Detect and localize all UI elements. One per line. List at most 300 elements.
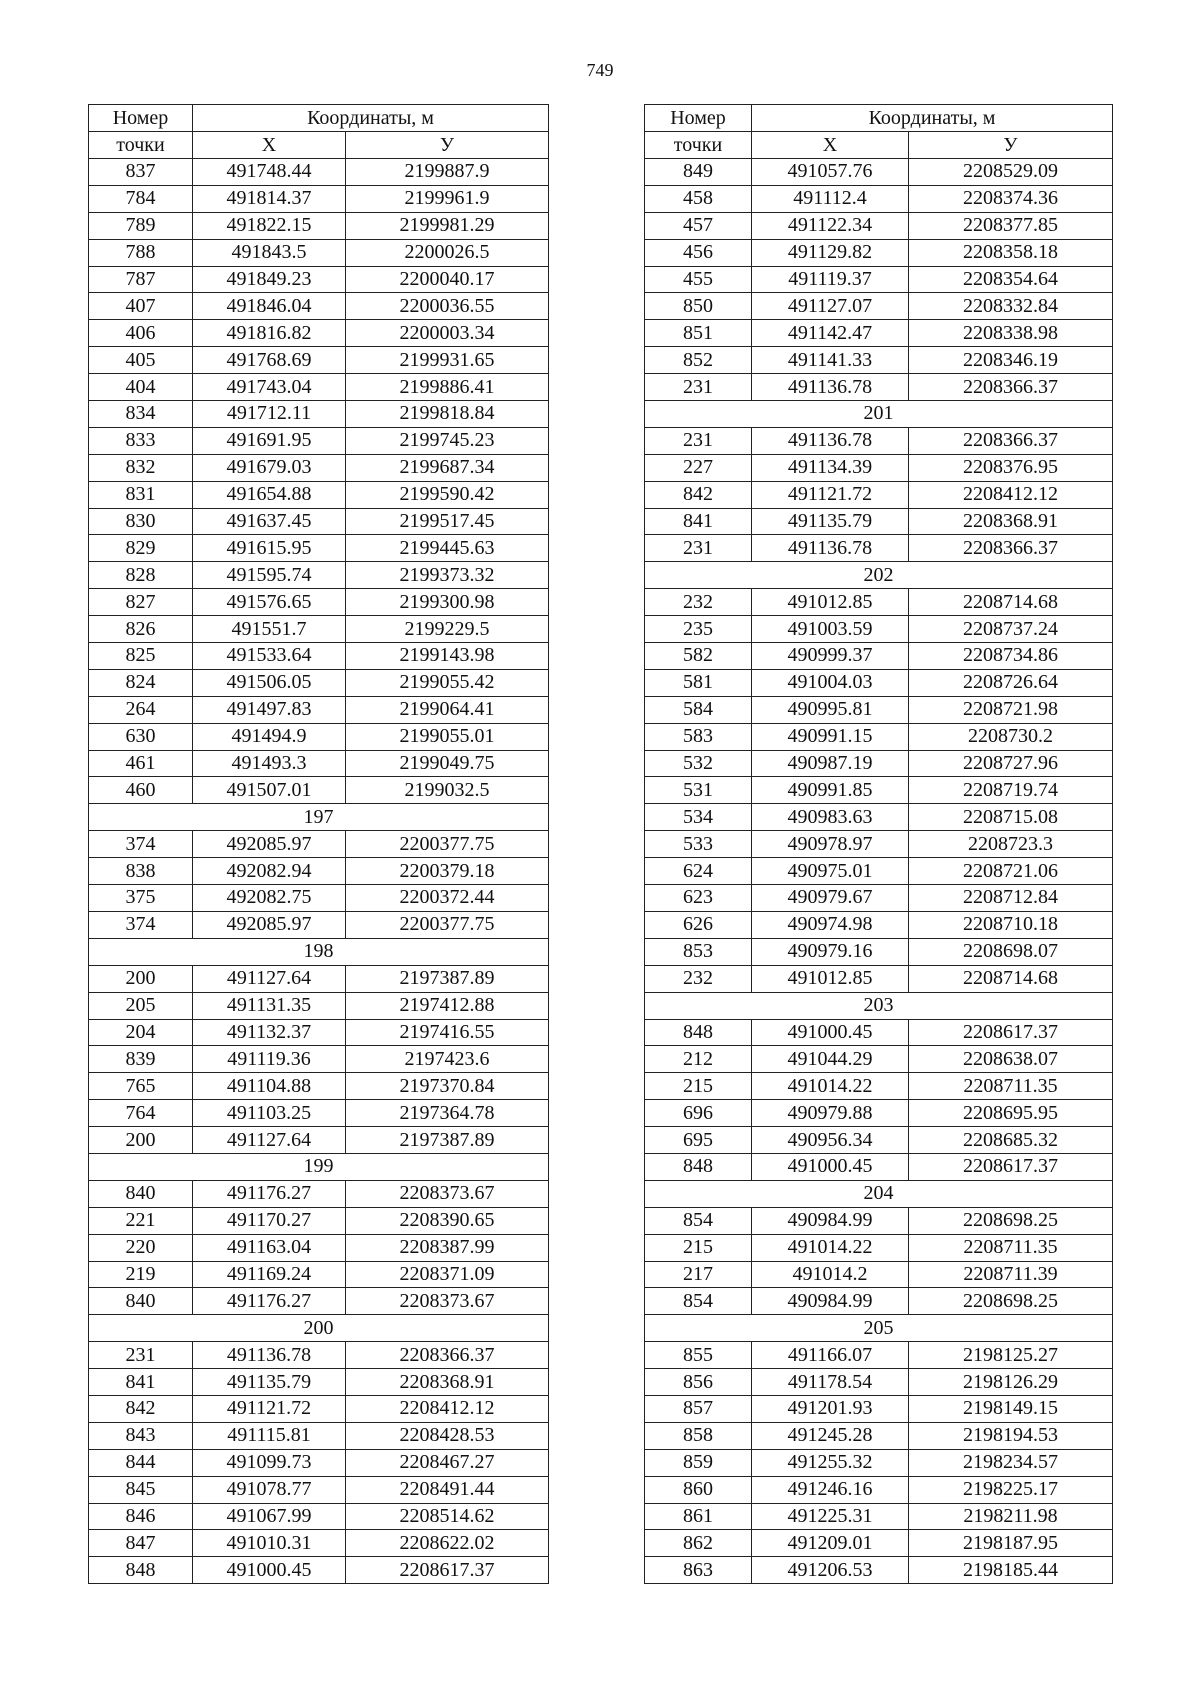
y-coordinate-cell: 2208371.09 bbox=[346, 1261, 549, 1288]
section-number: 197 bbox=[89, 804, 549, 831]
y-coordinate-cell: 2199300.98 bbox=[346, 589, 549, 616]
section-header-row bbox=[645, 562, 1113, 589]
table-row bbox=[645, 723, 1113, 750]
y-coordinate-cell: 2208428.53 bbox=[346, 1422, 549, 1449]
point-number-cell: 582 bbox=[645, 643, 752, 670]
point-number-cell: 853 bbox=[645, 938, 752, 965]
point-number-cell: 406 bbox=[89, 320, 193, 347]
x-coordinate-cell: 490983.63 bbox=[752, 804, 909, 831]
y-coordinate-cell: 2198225.17 bbox=[909, 1476, 1113, 1503]
point-number-cell: 231 bbox=[645, 535, 752, 562]
y-coordinate-cell: 2199055.01 bbox=[346, 723, 549, 750]
point-number-cell: 630 bbox=[89, 723, 193, 750]
x-coordinate-cell: 491255.32 bbox=[752, 1449, 909, 1476]
table-row bbox=[89, 1530, 549, 1557]
table-row bbox=[645, 1127, 1113, 1154]
point-number-cell: 837 bbox=[89, 159, 193, 186]
point-number-cell: 830 bbox=[89, 508, 193, 535]
x-coordinate-cell: 491576.65 bbox=[193, 589, 346, 616]
table-row bbox=[89, 562, 549, 589]
y-coordinate-cell: 2198126.29 bbox=[909, 1369, 1113, 1396]
table-row bbox=[89, 965, 549, 992]
section-header-row bbox=[89, 1153, 549, 1180]
point-number-cell: 534 bbox=[645, 804, 752, 831]
x-coordinate-cell: 491768.69 bbox=[193, 347, 346, 374]
x-coordinate-cell: 491170.27 bbox=[193, 1207, 346, 1234]
point-number-header: Номер bbox=[645, 105, 752, 132]
x-coordinate-cell: 491132.37 bbox=[193, 1019, 346, 1046]
section-number: 204 bbox=[645, 1180, 1113, 1207]
x-coordinate-cell: 491748.44 bbox=[193, 159, 346, 186]
table-row bbox=[89, 1127, 549, 1154]
table-row bbox=[89, 508, 549, 535]
x-coordinate-cell: 491010.31 bbox=[193, 1530, 346, 1557]
x-coordinate-cell: 491206.53 bbox=[752, 1557, 909, 1584]
y-coordinate-cell: 2208338.98 bbox=[909, 320, 1113, 347]
point-number-cell: 461 bbox=[89, 750, 193, 777]
table-row bbox=[645, 239, 1113, 266]
point-number-cell: 834 bbox=[89, 401, 193, 428]
x-coordinate-cell: 491012.85 bbox=[752, 965, 909, 992]
point-number-cell: 231 bbox=[645, 427, 752, 454]
point-number-cell: 784 bbox=[89, 185, 193, 212]
table-row bbox=[89, 212, 549, 239]
x-coordinate-cell: 492085.97 bbox=[193, 831, 346, 858]
table-row bbox=[89, 481, 549, 508]
x-coordinate-cell: 491119.37 bbox=[752, 266, 909, 293]
section-number: 202 bbox=[645, 562, 1113, 589]
point-number-cell: 843 bbox=[89, 1422, 193, 1449]
table-row bbox=[89, 374, 549, 401]
y-coordinate-cell: 2208368.91 bbox=[909, 508, 1113, 535]
x-coordinate-cell: 491849.23 bbox=[193, 266, 346, 293]
point-number-cell: 217 bbox=[645, 1261, 752, 1288]
y-coordinate-cell: 2208698.25 bbox=[909, 1207, 1113, 1234]
y-coordinate-cell: 2197387.89 bbox=[346, 1127, 549, 1154]
y-coordinate-cell: 2198234.57 bbox=[909, 1449, 1113, 1476]
x-coordinate-cell: 491129.82 bbox=[752, 239, 909, 266]
x-coordinate-cell: 491176.27 bbox=[193, 1180, 346, 1207]
point-number-cell: 200 bbox=[89, 1127, 193, 1154]
point-number-cell: 624 bbox=[645, 858, 752, 885]
y-coordinate-cell: 2208368.91 bbox=[346, 1369, 549, 1396]
x-coordinate-cell: 491136.78 bbox=[752, 427, 909, 454]
y-coordinate-cell: 2198185.44 bbox=[909, 1557, 1113, 1584]
point-number-cell: 232 bbox=[645, 589, 752, 616]
x-coordinate-cell: 491507.01 bbox=[193, 777, 346, 804]
y-coordinate-cell: 2197412.88 bbox=[346, 992, 549, 1019]
table-row bbox=[89, 1288, 549, 1315]
x-coordinate-cell: 491846.04 bbox=[193, 293, 346, 320]
x-coordinate-cell: 491121.72 bbox=[752, 481, 909, 508]
point-number-cell: 826 bbox=[89, 616, 193, 643]
table-row bbox=[645, 938, 1113, 965]
table-row bbox=[89, 911, 549, 938]
table-row bbox=[645, 212, 1113, 239]
point-number-cell: 842 bbox=[89, 1395, 193, 1422]
y-coordinate-cell: 2208715.08 bbox=[909, 804, 1113, 831]
table-row bbox=[645, 1288, 1113, 1315]
x-coordinate-cell: 491119.36 bbox=[193, 1046, 346, 1073]
coordinates-table-left bbox=[88, 104, 549, 1584]
x-coordinate-cell: 491816.82 bbox=[193, 320, 346, 347]
y-coordinate-cell: 2208346.19 bbox=[909, 347, 1113, 374]
x-coordinate-cell: 491497.83 bbox=[193, 696, 346, 723]
table-row bbox=[645, 1019, 1113, 1046]
y-coordinate-cell: 2208726.64 bbox=[909, 669, 1113, 696]
x-coordinate-cell: 491003.59 bbox=[752, 616, 909, 643]
y-coordinate-cell: 2199687.34 bbox=[346, 454, 549, 481]
y-coordinate-cell: 2208737.24 bbox=[909, 616, 1113, 643]
x-coordinate-cell: 491112.4 bbox=[752, 185, 909, 212]
x-column-header: Х bbox=[193, 132, 346, 159]
table-row bbox=[89, 347, 549, 374]
point-number-cell: 696 bbox=[645, 1100, 752, 1127]
point-number-cell: 858 bbox=[645, 1422, 752, 1449]
x-coordinate-cell: 490978.97 bbox=[752, 831, 909, 858]
y-coordinate-cell: 2208366.37 bbox=[346, 1342, 549, 1369]
x-coordinate-cell: 491494.9 bbox=[193, 723, 346, 750]
x-coordinate-cell: 491201.93 bbox=[752, 1395, 909, 1422]
y-coordinate-cell: 2199931.65 bbox=[346, 347, 549, 374]
section-header-row bbox=[645, 1315, 1113, 1342]
table-row bbox=[89, 320, 549, 347]
y-coordinate-cell: 2199981.29 bbox=[346, 212, 549, 239]
table-row bbox=[645, 750, 1113, 777]
x-coordinate-cell: 490979.67 bbox=[752, 885, 909, 912]
point-number-cell: 848 bbox=[645, 1019, 752, 1046]
point-number-cell: 848 bbox=[645, 1153, 752, 1180]
table-row bbox=[89, 535, 549, 562]
y-coordinate-cell: 2208529.09 bbox=[909, 159, 1113, 186]
y-coordinate-cell: 2199049.75 bbox=[346, 750, 549, 777]
table-row bbox=[645, 320, 1113, 347]
y-coordinate-cell: 2199887.9 bbox=[346, 159, 549, 186]
table-row bbox=[89, 589, 549, 616]
table-row bbox=[89, 1449, 549, 1476]
section-number: 203 bbox=[645, 992, 1113, 1019]
x-coordinate-cell: 490991.85 bbox=[752, 777, 909, 804]
point-number-cell: 532 bbox=[645, 750, 752, 777]
y-coordinate-cell: 2208332.84 bbox=[909, 293, 1113, 320]
table-row bbox=[645, 1557, 1113, 1584]
x-coordinate-cell: 491166.07 bbox=[752, 1342, 909, 1369]
x-coordinate-cell: 491067.99 bbox=[193, 1503, 346, 1530]
table-row bbox=[645, 1395, 1113, 1422]
point-number-cell: 849 bbox=[645, 159, 752, 186]
x-coordinate-cell: 491014.2 bbox=[752, 1261, 909, 1288]
x-coordinate-cell: 491000.45 bbox=[752, 1153, 909, 1180]
y-coordinate-cell: 2208698.07 bbox=[909, 938, 1113, 965]
y-coordinate-cell: 2208714.68 bbox=[909, 965, 1113, 992]
point-number-cell: 862 bbox=[645, 1530, 752, 1557]
table-row bbox=[645, 1073, 1113, 1100]
point-number-cell: 764 bbox=[89, 1100, 193, 1127]
table-row bbox=[89, 1503, 549, 1530]
table-row bbox=[645, 266, 1113, 293]
y-coordinate-cell: 2208719.74 bbox=[909, 777, 1113, 804]
table-row bbox=[645, 427, 1113, 454]
point-number-cell: 824 bbox=[89, 669, 193, 696]
table-row bbox=[645, 804, 1113, 831]
point-number-cell: 219 bbox=[89, 1261, 193, 1288]
y-coordinate-cell: 2208638.07 bbox=[909, 1046, 1113, 1073]
x-coordinate-cell: 491044.29 bbox=[752, 1046, 909, 1073]
y-coordinate-cell: 2197370.84 bbox=[346, 1073, 549, 1100]
y-coordinate-cell: 2208366.37 bbox=[909, 427, 1113, 454]
y-coordinate-cell: 2200372.44 bbox=[346, 885, 549, 912]
y-coordinate-cell: 2208354.64 bbox=[909, 266, 1113, 293]
table-row bbox=[645, 1234, 1113, 1261]
point-number-cell: 374 bbox=[89, 911, 193, 938]
x-coordinate-cell: 490991.15 bbox=[752, 723, 909, 750]
point-number-cell: 227 bbox=[645, 454, 752, 481]
table-row bbox=[645, 1422, 1113, 1449]
y-coordinate-cell: 2208711.39 bbox=[909, 1261, 1113, 1288]
table-row bbox=[645, 911, 1113, 938]
y-coordinate-cell: 2200377.75 bbox=[346, 911, 549, 938]
x-coordinate-cell: 492085.97 bbox=[193, 911, 346, 938]
x-coordinate-cell: 491176.27 bbox=[193, 1288, 346, 1315]
y-coordinate-cell: 2199143.98 bbox=[346, 643, 549, 670]
table-row bbox=[89, 831, 549, 858]
y-coordinate-cell: 2208412.12 bbox=[346, 1395, 549, 1422]
y-coordinate-cell: 2208721.06 bbox=[909, 858, 1113, 885]
y-coordinate-cell: 2208723.3 bbox=[909, 831, 1113, 858]
table-row bbox=[645, 1476, 1113, 1503]
x-coordinate-cell: 492082.75 bbox=[193, 885, 346, 912]
y-coordinate-cell: 2200379.18 bbox=[346, 858, 549, 885]
table-row bbox=[89, 616, 549, 643]
table-row bbox=[645, 1449, 1113, 1476]
y-coordinate-cell: 2199229.5 bbox=[346, 616, 549, 643]
table-row bbox=[89, 1180, 549, 1207]
x-coordinate-cell: 491078.77 bbox=[193, 1476, 346, 1503]
table-row bbox=[645, 616, 1113, 643]
point-number-cell: 840 bbox=[89, 1180, 193, 1207]
table-row bbox=[89, 858, 549, 885]
x-coordinate-cell: 490995.81 bbox=[752, 696, 909, 723]
point-number-cell: 765 bbox=[89, 1073, 193, 1100]
point-number-cell: 857 bbox=[645, 1395, 752, 1422]
table-row bbox=[89, 1019, 549, 1046]
table-row bbox=[89, 293, 549, 320]
section-number: 201 bbox=[645, 401, 1113, 428]
y-coordinate-cell: 2208711.35 bbox=[909, 1073, 1113, 1100]
point-number-cell: 841 bbox=[645, 508, 752, 535]
y-coordinate-cell: 2208387.99 bbox=[346, 1234, 549, 1261]
y-coordinate-cell: 2208685.32 bbox=[909, 1127, 1113, 1154]
point-number-cell: 456 bbox=[645, 239, 752, 266]
y-column-header: У bbox=[909, 132, 1113, 159]
y-coordinate-cell: 2208730.2 bbox=[909, 723, 1113, 750]
point-number-cell: 235 bbox=[645, 616, 752, 643]
table-row bbox=[645, 185, 1113, 212]
y-coordinate-cell: 2208374.36 bbox=[909, 185, 1113, 212]
table-row bbox=[645, 1342, 1113, 1369]
x-coordinate-cell: 490984.99 bbox=[752, 1288, 909, 1315]
x-coordinate-cell: 491712.11 bbox=[193, 401, 346, 428]
point-number-cell: 825 bbox=[89, 643, 193, 670]
point-number-cell: 220 bbox=[89, 1234, 193, 1261]
x-coordinate-cell: 491654.88 bbox=[193, 481, 346, 508]
table-row bbox=[89, 1100, 549, 1127]
table-row bbox=[89, 885, 549, 912]
table-row bbox=[89, 1342, 549, 1369]
point-number-cell: 204 bbox=[89, 1019, 193, 1046]
point-number-cell: 787 bbox=[89, 266, 193, 293]
point-number-cell: 838 bbox=[89, 858, 193, 885]
y-coordinate-cell: 2208721.98 bbox=[909, 696, 1113, 723]
table-row bbox=[645, 965, 1113, 992]
table-row bbox=[89, 750, 549, 777]
section-header-row bbox=[645, 992, 1113, 1019]
x-column-header: Х bbox=[752, 132, 909, 159]
x-coordinate-cell: 491057.76 bbox=[752, 159, 909, 186]
x-coordinate-cell: 491506.05 bbox=[193, 669, 346, 696]
point-number-cell: 531 bbox=[645, 777, 752, 804]
y-coordinate-cell: 2197423.6 bbox=[346, 1046, 549, 1073]
point-number-cell: 841 bbox=[89, 1369, 193, 1396]
table-row bbox=[645, 293, 1113, 320]
y-coordinate-cell: 2208727.96 bbox=[909, 750, 1113, 777]
coordinates-header: Координаты, м bbox=[193, 105, 549, 132]
section-header-row bbox=[645, 401, 1113, 428]
y-coordinate-cell: 2199373.32 bbox=[346, 562, 549, 589]
y-coordinate-cell: 2200026.5 bbox=[346, 239, 549, 266]
x-coordinate-cell: 491115.81 bbox=[193, 1422, 346, 1449]
point-number-cell: 457 bbox=[645, 212, 752, 239]
point-number-cell: 626 bbox=[645, 911, 752, 938]
point-number-cell: 854 bbox=[645, 1288, 752, 1315]
point-number-cell: 583 bbox=[645, 723, 752, 750]
x-coordinate-cell: 491127.64 bbox=[193, 1127, 346, 1154]
x-coordinate-cell: 491135.79 bbox=[752, 508, 909, 535]
x-coordinate-cell: 492082.94 bbox=[193, 858, 346, 885]
table-row bbox=[645, 1207, 1113, 1234]
point-number-cell: 832 bbox=[89, 454, 193, 481]
point-number-header-line2: точки bbox=[89, 132, 193, 159]
y-coordinate-cell: 2200377.75 bbox=[346, 831, 549, 858]
table-row bbox=[89, 454, 549, 481]
table-row bbox=[89, 777, 549, 804]
x-coordinate-cell: 491103.25 bbox=[193, 1100, 346, 1127]
table-row bbox=[89, 159, 549, 186]
y-coordinate-cell: 2208376.95 bbox=[909, 454, 1113, 481]
x-coordinate-cell: 491142.47 bbox=[752, 320, 909, 347]
y-coordinate-cell: 2200040.17 bbox=[346, 266, 549, 293]
x-coordinate-cell: 490984.99 bbox=[752, 1207, 909, 1234]
x-coordinate-cell: 491104.88 bbox=[193, 1073, 346, 1100]
point-number-cell: 458 bbox=[645, 185, 752, 212]
y-coordinate-cell: 2208711.35 bbox=[909, 1234, 1113, 1261]
x-coordinate-cell: 491169.24 bbox=[193, 1261, 346, 1288]
table-row bbox=[645, 669, 1113, 696]
y-coordinate-cell: 2208467.27 bbox=[346, 1449, 549, 1476]
section-number: 198 bbox=[89, 938, 549, 965]
table-row bbox=[89, 696, 549, 723]
point-number-header-line2: точки bbox=[645, 132, 752, 159]
table-row bbox=[645, 1153, 1113, 1180]
table-row bbox=[89, 1557, 549, 1584]
x-coordinate-cell: 490987.19 bbox=[752, 750, 909, 777]
y-coordinate-cell: 2208373.67 bbox=[346, 1288, 549, 1315]
point-number-cell: 831 bbox=[89, 481, 193, 508]
x-coordinate-cell: 491136.78 bbox=[752, 535, 909, 562]
y-coordinate-cell: 2199961.9 bbox=[346, 185, 549, 212]
point-number-cell: 861 bbox=[645, 1503, 752, 1530]
x-coordinate-cell: 490975.01 bbox=[752, 858, 909, 885]
point-number-cell: 231 bbox=[89, 1342, 193, 1369]
y-coordinate-cell: 2199818.84 bbox=[346, 401, 549, 428]
point-number-cell: 200 bbox=[89, 965, 193, 992]
y-coordinate-cell: 2208698.25 bbox=[909, 1288, 1113, 1315]
y-coordinate-cell: 2208377.85 bbox=[909, 212, 1113, 239]
y-coordinate-cell: 2208514.62 bbox=[346, 1503, 549, 1530]
point-number-cell: 221 bbox=[89, 1207, 193, 1234]
y-coordinate-cell: 2208358.18 bbox=[909, 239, 1113, 266]
x-coordinate-cell: 491004.03 bbox=[752, 669, 909, 696]
point-number-cell: 788 bbox=[89, 239, 193, 266]
y-coordinate-cell: 2208491.44 bbox=[346, 1476, 549, 1503]
y-column-header: У bbox=[346, 132, 549, 159]
y-coordinate-cell: 2208622.02 bbox=[346, 1530, 549, 1557]
point-number-cell: 842 bbox=[645, 481, 752, 508]
table-row bbox=[89, 401, 549, 428]
point-number-cell: 404 bbox=[89, 374, 193, 401]
point-number-cell: 863 bbox=[645, 1557, 752, 1584]
point-number-cell: 212 bbox=[645, 1046, 752, 1073]
x-coordinate-cell: 491493.3 bbox=[193, 750, 346, 777]
x-coordinate-cell: 491691.95 bbox=[193, 427, 346, 454]
x-coordinate-cell: 491141.33 bbox=[752, 347, 909, 374]
x-coordinate-cell: 491122.34 bbox=[752, 212, 909, 239]
x-coordinate-cell: 491163.04 bbox=[193, 1234, 346, 1261]
table-row bbox=[89, 669, 549, 696]
table-row bbox=[645, 777, 1113, 804]
point-number-cell: 215 bbox=[645, 1073, 752, 1100]
table-row bbox=[645, 374, 1113, 401]
table-row bbox=[645, 1530, 1113, 1557]
x-coordinate-cell: 491136.78 bbox=[193, 1342, 346, 1369]
table-row bbox=[89, 992, 549, 1019]
x-coordinate-cell: 491595.74 bbox=[193, 562, 346, 589]
x-coordinate-cell: 491743.04 bbox=[193, 374, 346, 401]
table-row bbox=[645, 454, 1113, 481]
point-number-cell: 856 bbox=[645, 1369, 752, 1396]
x-coordinate-cell: 491533.64 bbox=[193, 643, 346, 670]
point-number-cell: 375 bbox=[89, 885, 193, 912]
table-row bbox=[645, 535, 1113, 562]
table-row bbox=[89, 1207, 549, 1234]
table-row bbox=[645, 1261, 1113, 1288]
y-coordinate-cell: 2208617.37 bbox=[909, 1153, 1113, 1180]
x-coordinate-cell: 491135.79 bbox=[193, 1369, 346, 1396]
section-number: 199 bbox=[89, 1153, 549, 1180]
table-row bbox=[645, 831, 1113, 858]
table-row bbox=[645, 1100, 1113, 1127]
table-row bbox=[645, 1369, 1113, 1396]
y-coordinate-cell: 2200003.34 bbox=[346, 320, 549, 347]
table-row bbox=[645, 508, 1113, 535]
y-coordinate-cell: 2208390.65 bbox=[346, 1207, 549, 1234]
point-number-cell: 231 bbox=[645, 374, 752, 401]
point-number-cell: 581 bbox=[645, 669, 752, 696]
table-row bbox=[645, 1503, 1113, 1530]
y-coordinate-cell: 2208617.37 bbox=[909, 1019, 1113, 1046]
y-coordinate-cell: 2208695.95 bbox=[909, 1100, 1113, 1127]
section-number: 205 bbox=[645, 1315, 1113, 1342]
